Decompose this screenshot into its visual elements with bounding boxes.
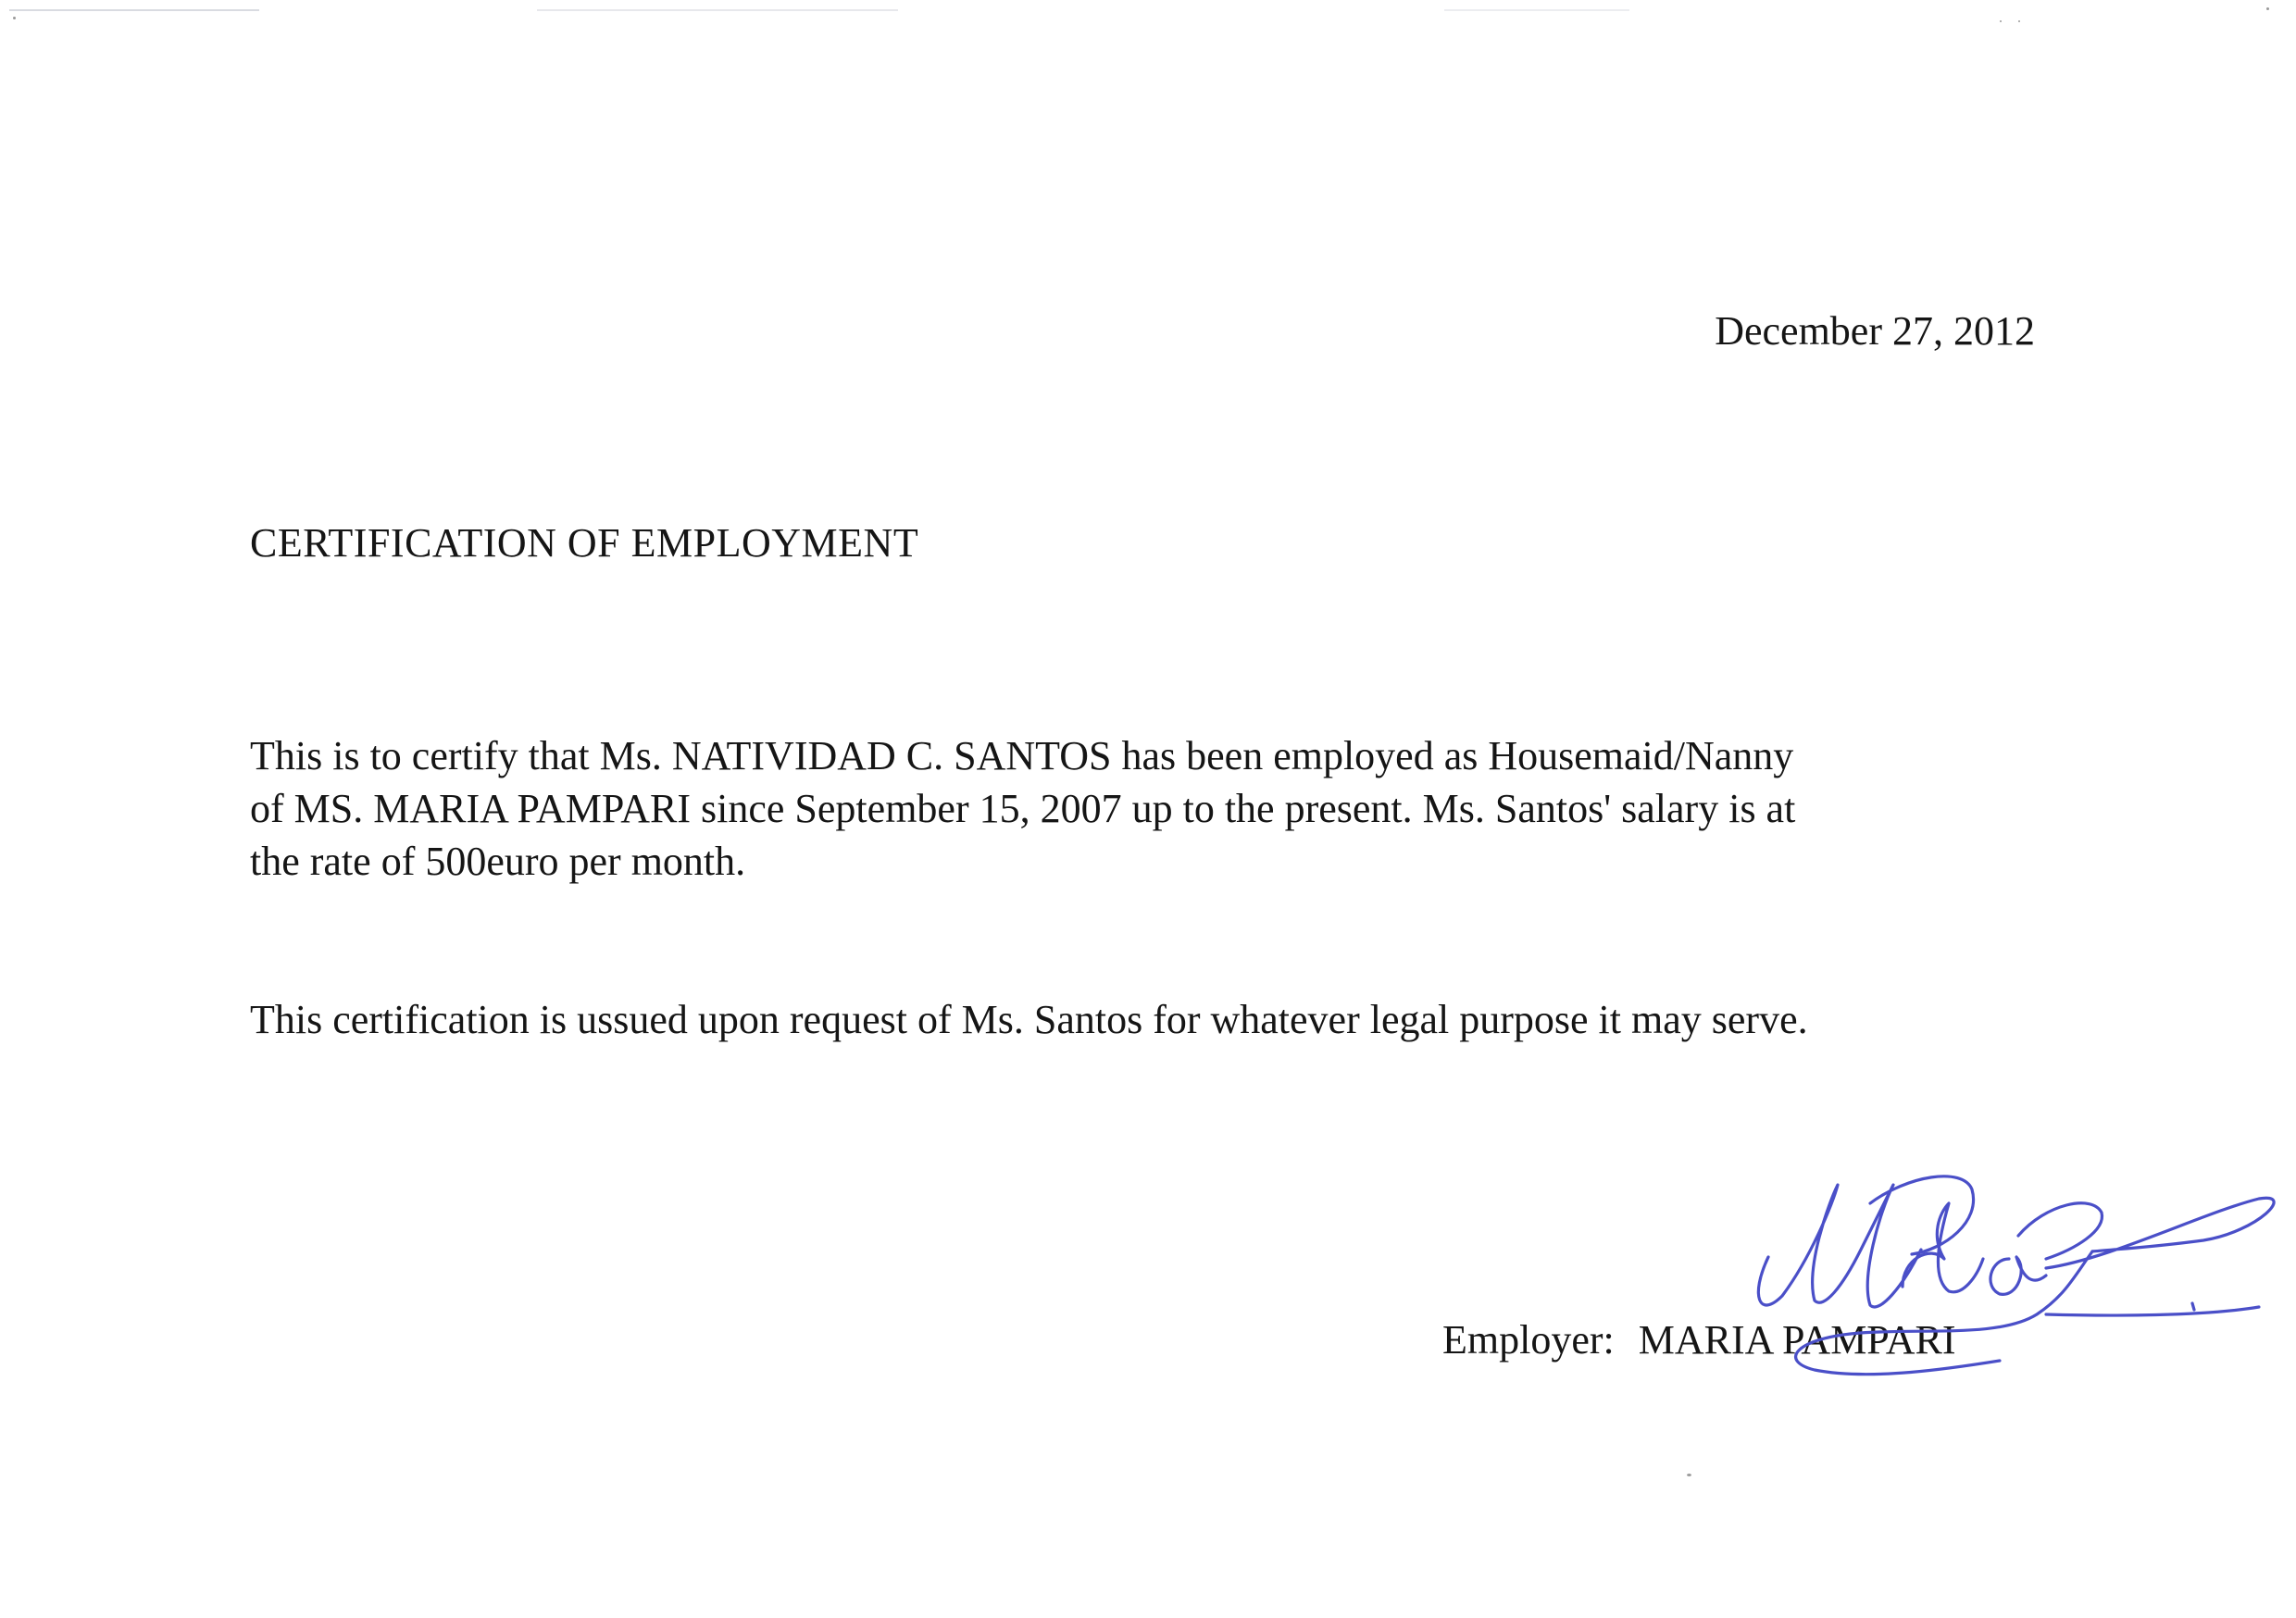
paragraph-line: This is to certify that Ms. NATIVIDAD C. SANTOS has been employed as Housemaid/Nanny [250, 733, 1794, 778]
letter-date: December 27, 2012 [1715, 308, 2035, 354]
certification-paragraph [250, 729, 2046, 888]
employer-label: Employer: [1442, 1317, 1615, 1363]
scan-artifact-line [1444, 9, 1629, 11]
paragraph-line: of MS. MARIA PAMPARI since September 15, 2007 up to the present. Ms. Santos' salary is at [250, 786, 1796, 831]
scan-speck [1687, 1474, 1691, 1476]
scan-artifact-line [9, 9, 259, 11]
signature-icon [1741, 1148, 2296, 1425]
scan-speck [2018, 20, 2020, 22]
scan-speck [2000, 20, 2002, 22]
scan-artifact-line [537, 9, 898, 11]
scan-speck [2266, 7, 2269, 10]
paragraph-line: the rate of 500euro per month. [250, 839, 746, 884]
purpose-paragraph: This certification is ussued upon request of Ms. Santos for whatever legal purpose it may serve. [250, 997, 1808, 1042]
scan-speck [13, 17, 16, 19]
document-title: CERTIFICATION OF EMPLOYMENT [250, 520, 919, 566]
employer-name: MARIA PAMPARI [1638, 1317, 1956, 1363]
